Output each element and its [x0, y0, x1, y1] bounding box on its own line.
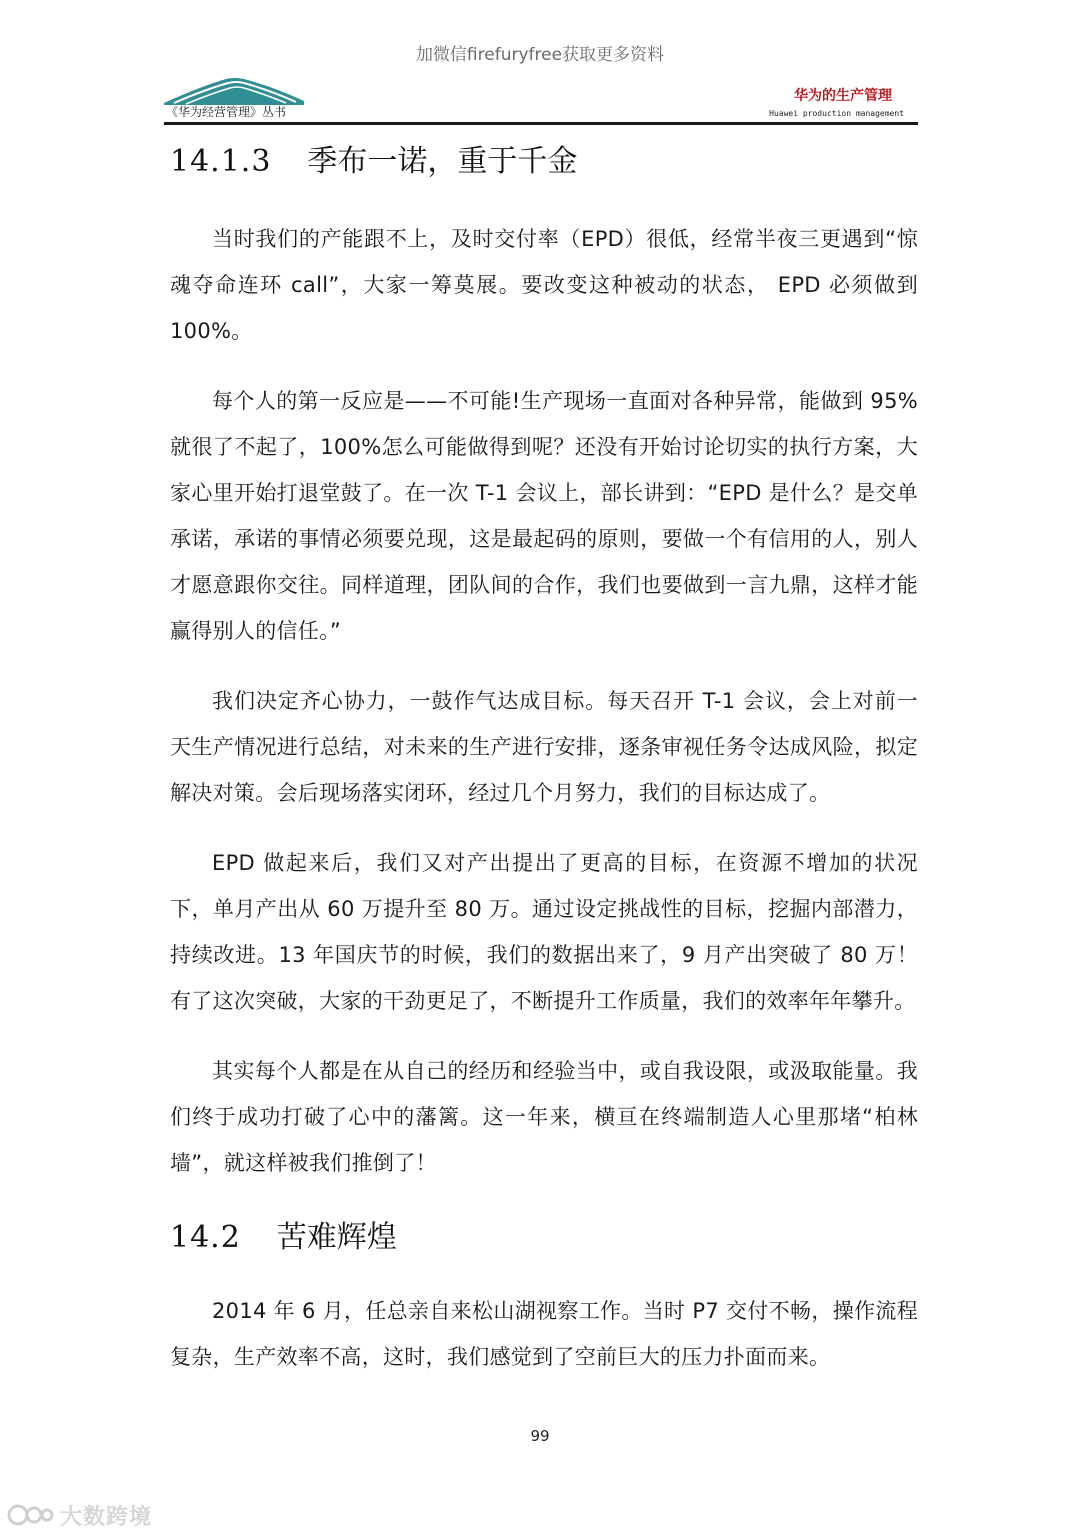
- book-subtitle: Huawei production management: [769, 109, 904, 118]
- section-number: 14.2: [170, 1220, 241, 1255]
- paragraph: 当时我们的产能跟不上，及时交付率（EPD）很低，经常半夜三更遇到“惊魂夺命连环 call”，大家一筹莫展。要改变这种被动的状态， EPD 必须做到 100%。: [170, 227, 918, 343]
- watermark-text: 加微信firefuryfree获取更多资料: [415, 45, 665, 65]
- paragraph: 2014 年 6 月，任总亲自来松山湖视察工作。当时 P7 交付不畅，操作流程复杂，生产效率不高，这时，我们感觉到了空前巨大的压力扑面而来。: [170, 1299, 918, 1369]
- paragraph: 每个人的第一反应是——不可能!生产现场一直面对各种异常，能做到 95%就很了不起了，100%怎么可能做得到呢？还没有开始讨论切实的执行方案，大家心里开始打退堂鼓了。在一次 T-1 会议上，部长讲到：“EPD 是什么？是交单承诺，承诺的事情必须要兑现，这是最起码的原则，要做一个有信用的人，别人才愿意跟你交往。同样道理，团队间的合作，我们也要做到一言九鼎，这样才能赢得别人的信任。”: [170, 389, 918, 643]
- book-title: 华为的生产管理: [794, 88, 892, 104]
- page-number: 99: [530, 1427, 550, 1445]
- section-heading: [170, 140, 918, 184]
- series-title: 《华为经营管理》丛书: [166, 105, 287, 119]
- paragraph: 我们决定齐心协力，一鼓作气达成目标。每天召开 T-1 会议，会上对前一天生产情况进行总结，对未来的生产进行安排，逐条审视任务令达成风险，拟定解决对策。会后现场落实闭环，经过几个月努力，我们的目标达成了。: [170, 689, 918, 805]
- page-content: [170, 140, 918, 1380]
- section-title: 季布一诺，重于千金: [307, 144, 578, 179]
- section-heading: [170, 1216, 918, 1260]
- section-title: 苦难辉煌: [276, 1220, 397, 1255]
- brand-logo-icon: [6, 1500, 54, 1530]
- corner-watermark: [6, 1499, 152, 1531]
- section-number: 14.1.3: [170, 144, 272, 179]
- header-divider: [164, 122, 918, 125]
- corner-watermark-text: 大数跨境: [60, 1504, 153, 1530]
- paragraph: EPD 做起来后，我们又对产出提出了更高的目标，在资源不增加的状况下，单月产出从 60 万提升至 80 万。通过设定挑战性的目标，挖掘内部潜力，持续改进。13 年国庆节的时候，我们的数据出来了，9 月产出突破了 80 万！有了这次突破，大家的干劲更足了，不断提升工作质量，我们的效率年年攀升。: [170, 851, 918, 1013]
- mountain-logo-icon: [164, 75, 304, 105]
- page-header: [164, 75, 918, 125]
- paragraph: 其实每个人都是在从自己的经历和经验当中，或自我设限，或汲取能量。我们终于成功打破了心中的藩篱。这一年来，横亘在终端制造人心里那堵“柏林墙”，就这样被我们推倒了！: [170, 1059, 918, 1175]
